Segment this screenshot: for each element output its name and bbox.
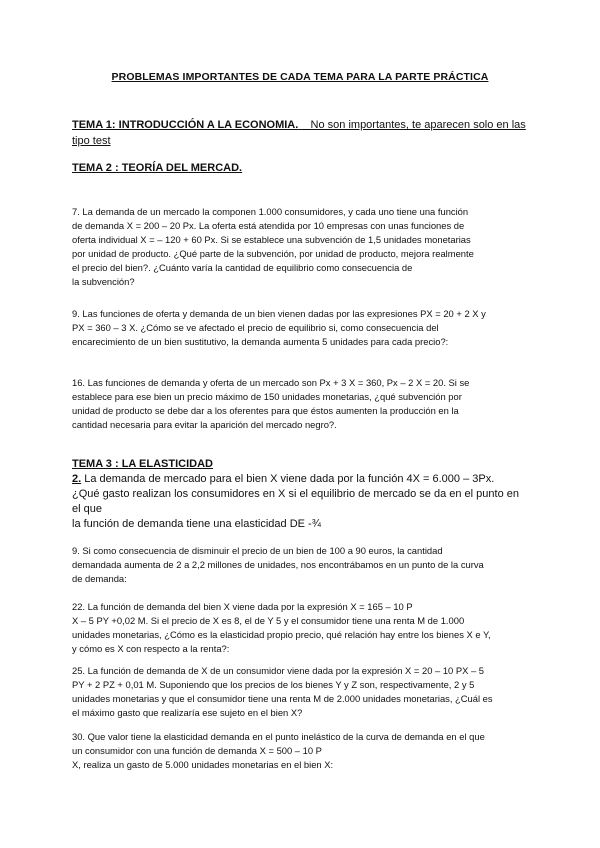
tema1-note: No son importantes, te aparecen solo en las tipo test [72, 119, 526, 147]
problem-line: X – 5 PY +0,02 M. Si el precio de X es 8, el de Y 5 y el consumidor tiene una renta M de 1.000 [72, 615, 465, 626]
problem-line: ¿Qué gasto realizan los consumidores en X si el equilibrio de mercado se da en el punto en [72, 488, 519, 500]
problem-line: el máximo gasto que realizaría ese sujeto en el bien X? [72, 707, 303, 718]
tema3-problem-25 [72, 664, 532, 720]
problem-line: por unidad de producto. ¿Qué parte de la subvención, por unidad de producto, mejora realmente [72, 248, 474, 259]
tema3-problem-2 [72, 472, 532, 532]
problem-line: 25. La función de demanda de X de un consumidor viene dada por la expresión X = 20 – 10 PX – 5 [72, 665, 485, 676]
tema3-heading: TEMA 3 : LA ELASTICIDAD [72, 458, 213, 470]
problem-line: unidades monetarias y que el consumidor tiene una renta M de 2.000 unidades monetarias, ¿Cuál es [72, 693, 493, 704]
tema1-section [72, 117, 532, 149]
tema2-problem-9 [72, 307, 532, 349]
problem-line: el precio del bien?. ¿Cuánto varía la cantidad de equilibrio como consecuencia de [72, 262, 413, 273]
problem-line: demandada aumenta de 2 a 2,2 millones de unidades, nos encontrábamos en un punto de la curva [72, 559, 484, 570]
problem-line: establece para ese bien un precio máximo de 150 unidades monetarias, ¿qué subvención por [72, 391, 462, 402]
tema3-problem-9 [72, 544, 532, 586]
problem-line: encarecimiento de un bien sustitutivo, la demanda aumenta 5 unidades para cada precio?: [72, 336, 449, 347]
problem-line: de demanda X = 200 – 20 Px. La oferta está atendida por 10 empresas con unas funciones de [72, 220, 465, 231]
problem-line: la subvención? [72, 276, 135, 287]
problem-text: La demanda de mercado para el bien X viene dada por la función 4X = 6.000 – 3Px. [81, 473, 495, 485]
problem-line: 22. La función de demanda del bien X viene dada por la expresión X = 165 – 10 P [72, 601, 413, 612]
problem-line: de demanda: [72, 573, 127, 584]
problem-line: un consumidor con una función de demanda X = 500 – 10 P [72, 745, 322, 756]
document-title: PROBLEMAS IMPORTANTES DE CADA TEMA PARA LA PARTE PRÁCTICA [111, 71, 489, 83]
problem-line: PY + 2 PZ + 0,01 M. Suponiendo que los precios de los bienes Y y Z son, respectivamente, 2 y 5 [72, 679, 475, 690]
tema3-problem-30 [72, 730, 532, 772]
tema2-heading: TEMA 2 : TEORÍA DEL MERCAD. [72, 162, 243, 174]
problem-line: unidad de producto se debe dar a los oferentes para que éstos aumenten la producción en la [72, 405, 459, 416]
tema2-problem-16 [72, 376, 532, 432]
problem-line: el que [72, 503, 102, 515]
problem-line-first [72, 472, 532, 487]
tema1-heading: TEMA 1: INTRODUCCIÓN A LA ECONOMIA. [72, 119, 299, 131]
problem-line: PX = 360 – 3 X. ¿Cómo se ve afectado el precio de equilibrio si, como consecuencia del [72, 322, 439, 333]
problem-line: y cómo es X con respecto a la renta?: [72, 643, 230, 654]
problem-line: unidades monetarias, ¿Cómo es la elasticidad propio precio, qué relación hay entre los bienes X e Y, [72, 629, 491, 640]
tema2-problem-7 [72, 205, 532, 289]
problem-line: oferta individual X = – 120 + 60 Px. Si se establece una subvención de 1,5 unidades monetarias [72, 234, 471, 245]
problem-line: 30. Que valor tiene la elasticidad demanda en el punto inelástico de la curva de demanda en el que [72, 731, 485, 742]
problem-line: 9. Las funciones de oferta y demanda de un bien vienen dadas por las expresiones PX = 20 + 2 X y [72, 308, 486, 319]
problem-line: cantidad necesaria para evitar la aparición del mercado negro?. [72, 419, 337, 430]
problem-line: 7. La demanda de un mercado la componen 1.000 consumidores, y cada uno tiene una función [72, 206, 469, 217]
tema3-problem-22 [72, 600, 532, 656]
problem-line: 9. Si como consecuencia de disminuir el precio de un bien de 100 a 90 euros, la cantidad [72, 545, 443, 556]
problem-line: X, realiza un gasto de 5.000 unidades monetarias en el bien X: [72, 759, 334, 770]
problem-number: 2. [72, 473, 82, 485]
problem-line: la función de demanda tiene una elasticidad DE -¾ [72, 518, 321, 530]
problem-line: 16. Las funciones de demanda y oferta de un mercado son Px + 3 X = 360, Px – 2 X = 20. Si se [72, 377, 470, 388]
